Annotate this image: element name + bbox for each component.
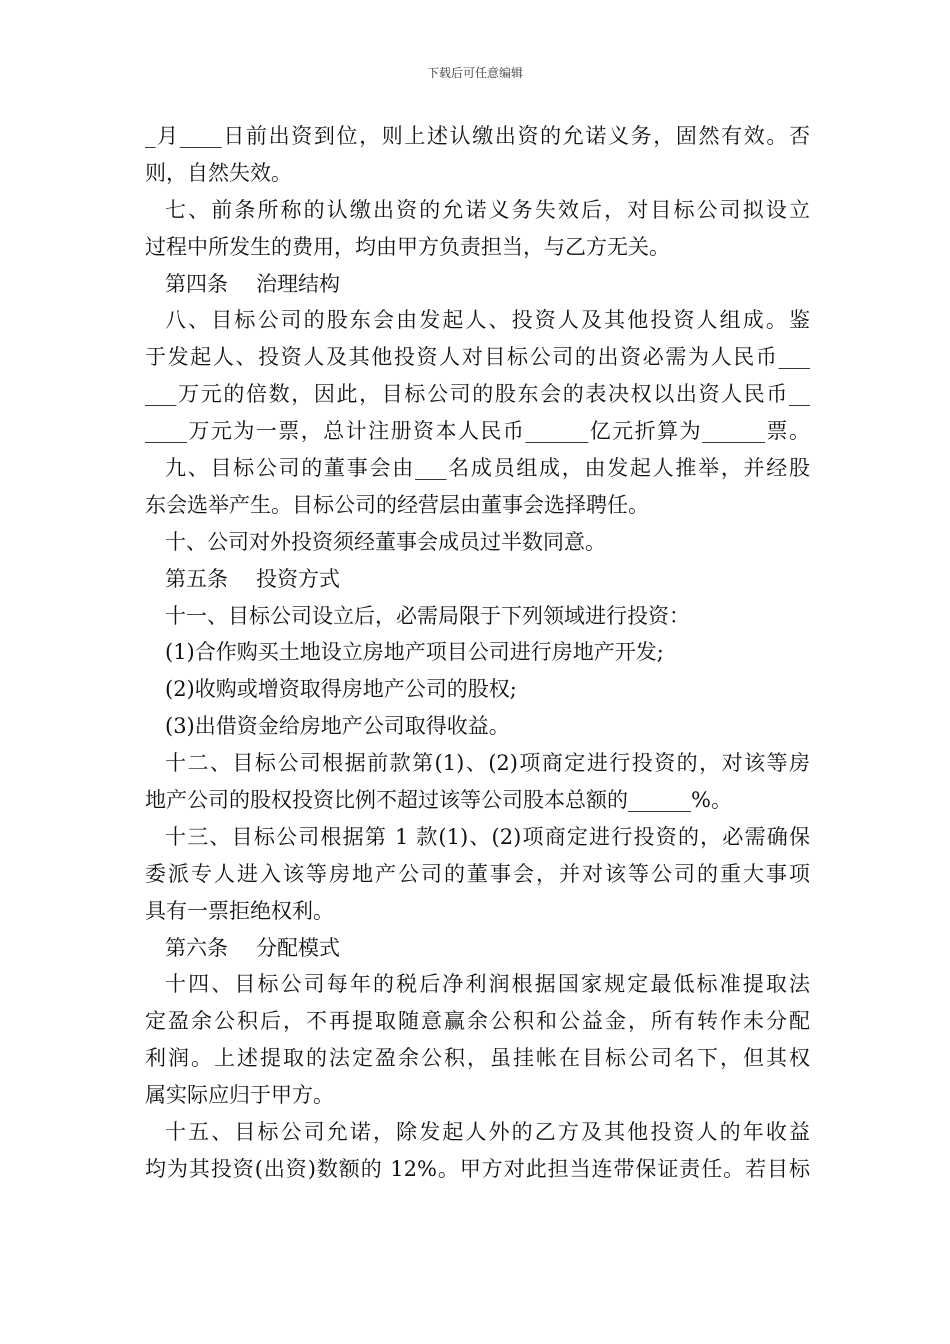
section-heading	[145, 930, 810, 967]
text-line: 属实际应归于甲方。	[145, 1083, 334, 1108]
text-line: ___万元的倍数，因此，目标公司的股东会的表决权以出资人民币__	[145, 382, 810, 407]
text-line: 十五、目标公司允诺，除发起人外的乙方及其他投资人的年收益	[165, 1120, 810, 1145]
text-line: 利润。上述提取的法定盈余公积，虽挂帐在目标公司名下，但其权	[145, 1046, 810, 1071]
section-number: 第五条	[165, 566, 228, 591]
text-line: 十三、目标公司根据第 1 款(1)、(2)项商定进行投资的，必需确保	[165, 824, 810, 849]
section-title: 分配模式	[256, 935, 340, 960]
section-title: 投资方式	[256, 566, 340, 591]
page-header: 下载后可任意编辑	[426, 66, 523, 80]
text-line: 九、目标公司的董事会由___名成员组成，由发起人推举，并经股	[165, 456, 810, 481]
section-heading	[145, 266, 810, 303]
text-line: 则，自然失效。	[145, 160, 292, 185]
text-line: 十二、目标公司根据前款第(1)、(2)项商定进行投资的，对该等房	[165, 751, 810, 776]
text-line: 东会选举产生。目标公司的经营层由董事会选择聘任。	[145, 492, 649, 517]
text-line: 均为其投资(出资)数额的 12%。甲方对此担当连带保证责任。若目标	[145, 1156, 810, 1181]
text-line: 十四、目标公司每年的税后净利润根据国家规定最低标准提取法	[165, 972, 810, 997]
text-line: (3)出借资金给房地产公司取得收益。	[165, 714, 510, 739]
text-line: 十、公司对外投资须经董事会成员过半数同意。	[165, 529, 606, 554]
text-line: 于发起人、投资人及其他投资人对目标公司的出资必需为人民币___	[145, 345, 810, 370]
section-number: 第四条	[165, 271, 228, 296]
text-line: 定盈余公积后，不再提取随意赢余公积和公益金，所有转作未分配	[145, 1009, 810, 1034]
text-line: ____万元为一票，总计注册资本人民币______亿元折算为______票。	[145, 419, 810, 444]
text-line: _月____日前出资到位，则上述认缴出资的允诺义务，固然有效。否	[145, 124, 810, 148]
text-line: 十一、目标公司设立后，必需局限于下列领域进行投资：	[165, 603, 690, 628]
section-heading	[145, 561, 810, 598]
section-number: 第六条	[165, 935, 228, 960]
text-line: (2)收购或增资取得房地产公司的股权;	[165, 677, 517, 702]
document-body	[145, 118, 810, 1188]
text-line: 过程中所发生的费用，均由甲方负责担当，与乙方无关。	[145, 234, 670, 259]
text-line: 具有一票拒绝权利。	[145, 898, 334, 923]
text-line: 委派专人进入该等房地产公司的董事会，并对该等公司的重大事项	[145, 861, 810, 886]
text-line: 地产公司的股权投资比例不超过该等公司股本总额的______%。	[145, 788, 732, 813]
text-line: 七、前条所称的认缴出资的允诺义务失效后，对目标公司拟设立	[165, 197, 810, 222]
text-line: (1)合作购买土地设立房地产项目公司进行房地产开发;	[165, 640, 664, 665]
section-title: 治理结构	[256, 271, 340, 296]
text-line: 八、目标公司的股东会由发起人、投资人及其他投资人组成。鉴	[165, 308, 810, 333]
